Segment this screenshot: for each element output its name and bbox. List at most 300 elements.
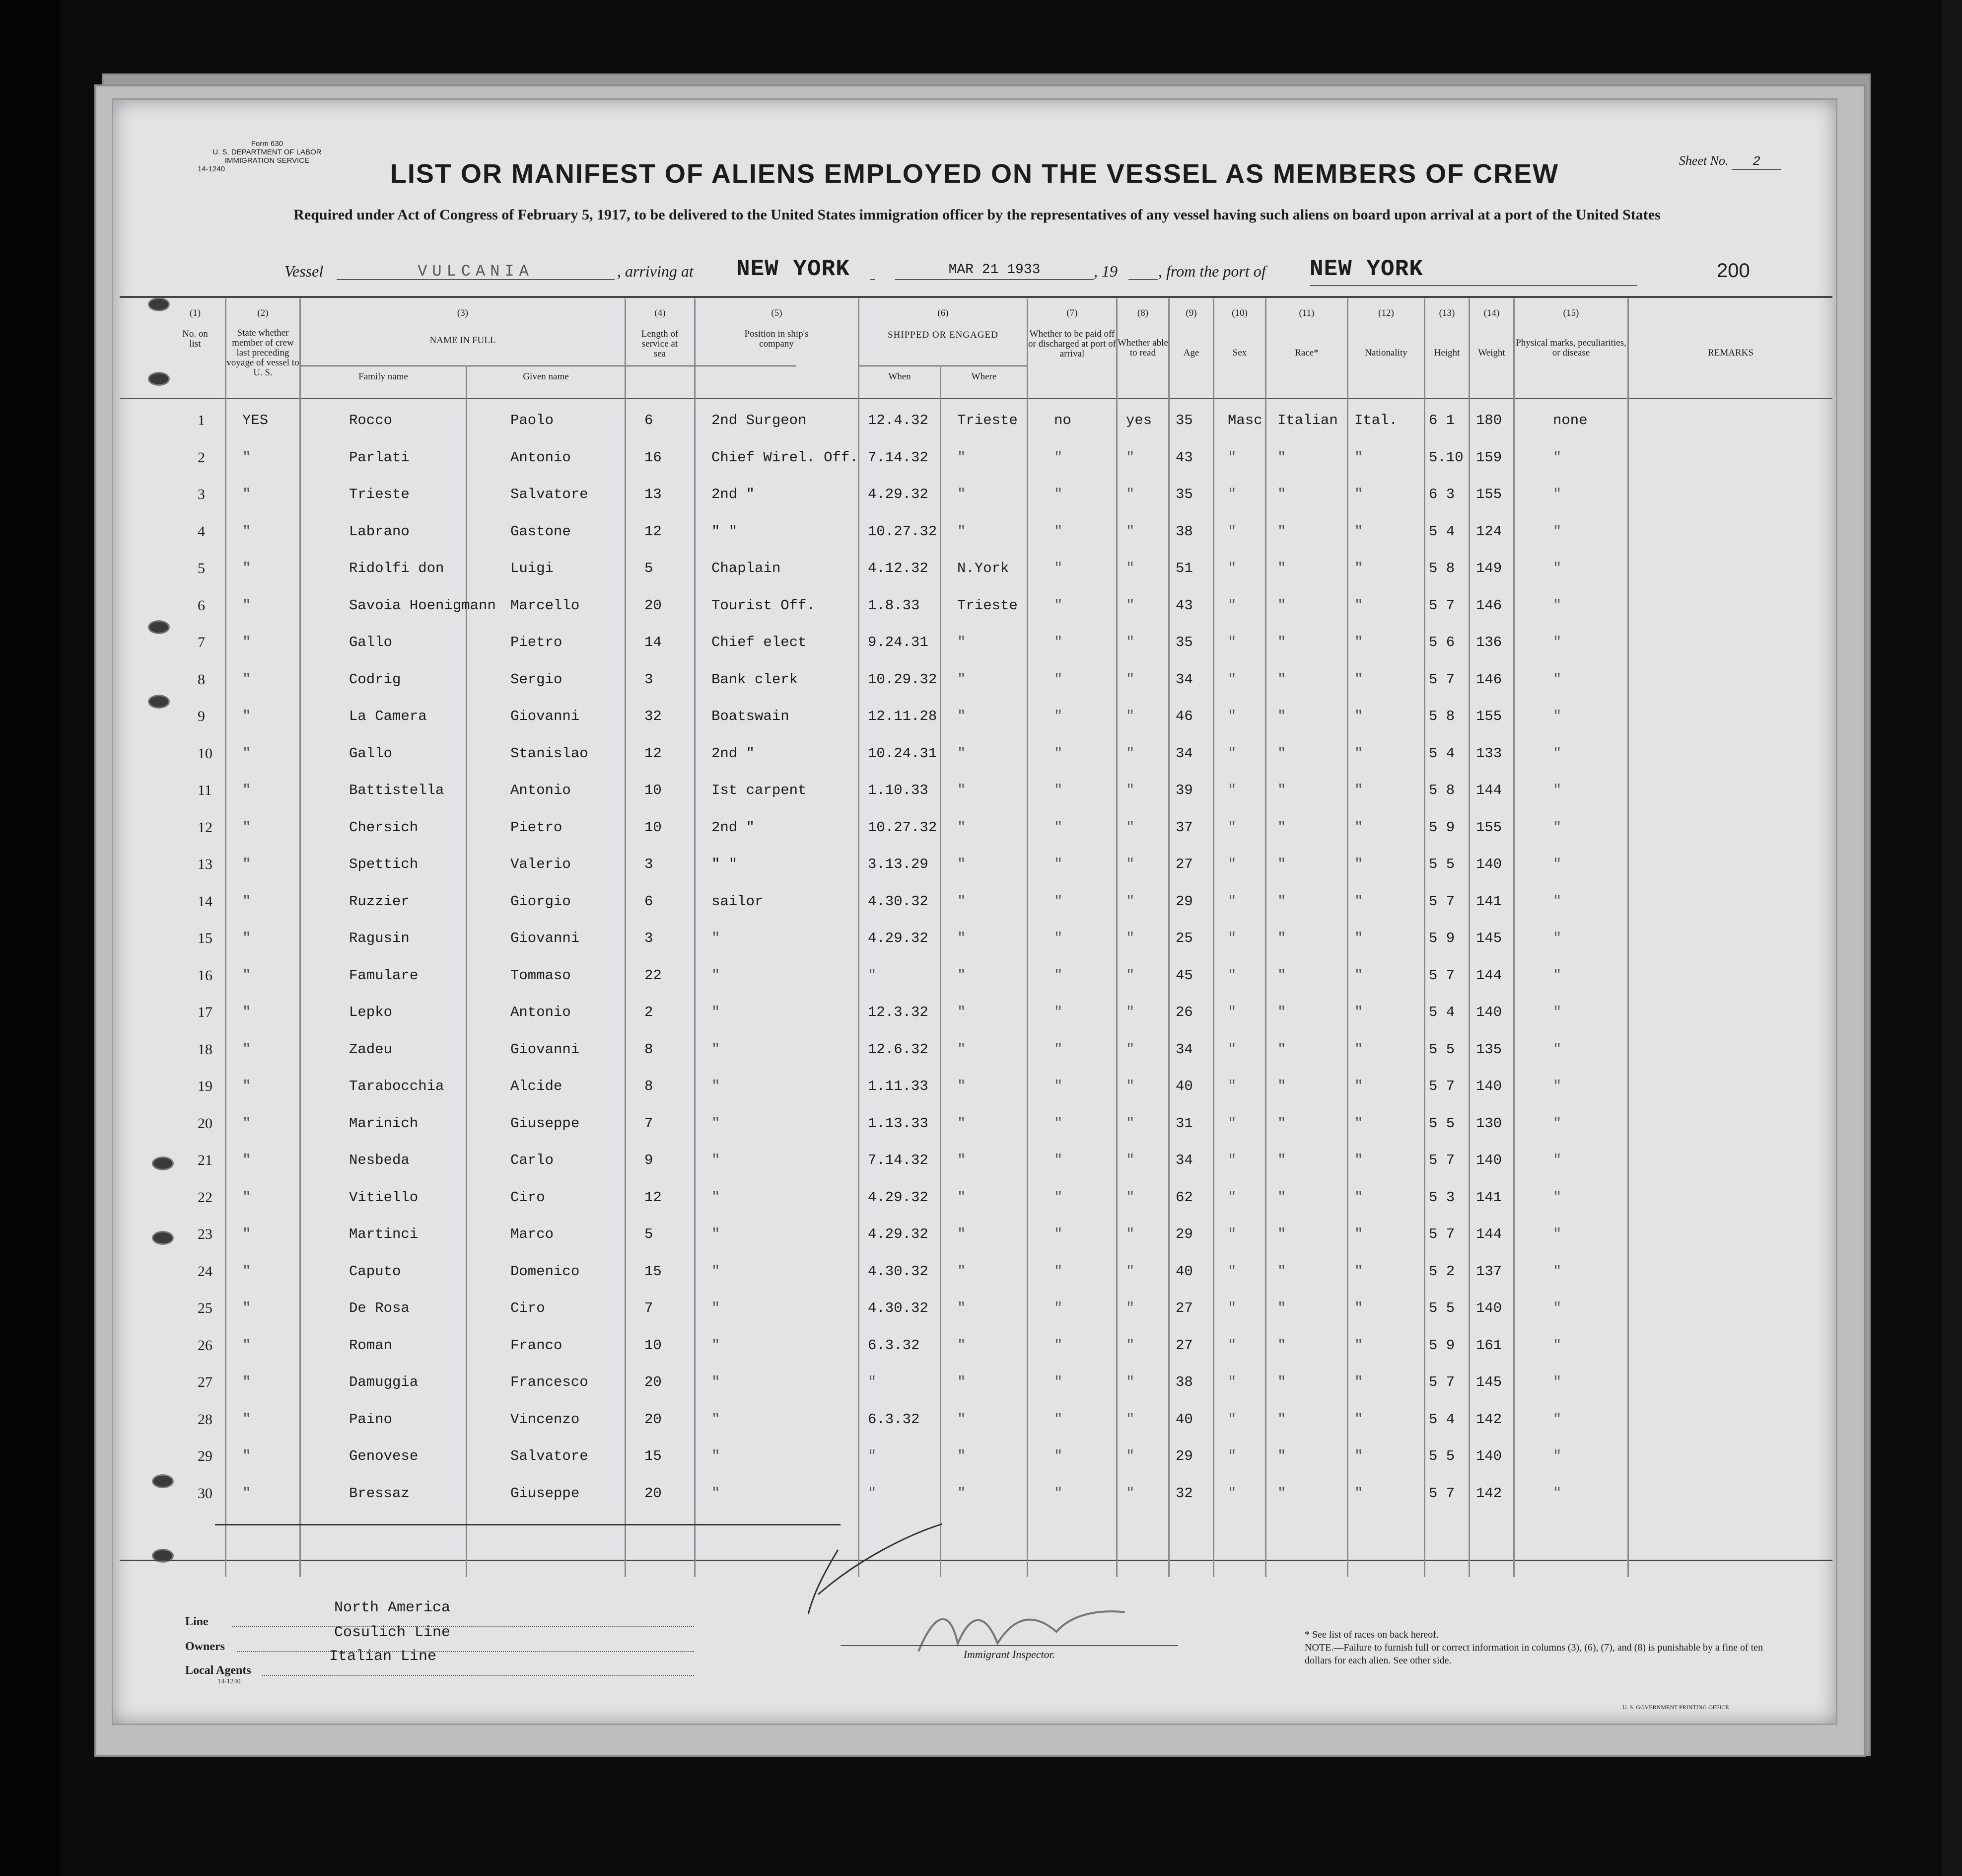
cell-age: 27	[1176, 1300, 1193, 1316]
table-row	[113, 627, 1836, 664]
cell-where: "	[957, 1226, 966, 1242]
cell-position: Bank clerk	[711, 671, 798, 688]
cell-paid: "	[1054, 1374, 1063, 1390]
cell-prev: "	[242, 1300, 251, 1316]
agents-code: 14-1240	[217, 1678, 241, 1685]
cell-marks: "	[1553, 782, 1562, 798]
cell-race: "	[1277, 893, 1286, 910]
cell-read: "	[1126, 1485, 1135, 1502]
cell-position: "	[711, 1152, 720, 1168]
cell-weight: 155	[1476, 486, 1502, 503]
cell-family: Zadeu	[349, 1041, 393, 1058]
cell-service: 10	[644, 1337, 662, 1354]
cell-prev: "	[242, 1448, 251, 1464]
cell-weight: 136	[1476, 634, 1502, 650]
cell-where: "	[957, 1337, 966, 1354]
col-label: Length of service at sea	[641, 329, 679, 359]
cell-position: " "	[711, 856, 738, 872]
cell-sex: Masc	[1228, 412, 1262, 429]
family-name-header: Family name	[358, 371, 408, 382]
cell-given: Paolo	[510, 412, 554, 429]
cell-read: "	[1126, 1226, 1135, 1242]
races-note: * See list of races on back hereof.	[1305, 1629, 1439, 1640]
cell-prev: "	[242, 1189, 251, 1206]
cell-when: 9.24.31	[868, 634, 928, 650]
cell-service: 20	[644, 597, 662, 614]
cell-race: "	[1277, 930, 1286, 946]
col-label: Race*	[1295, 348, 1319, 358]
cell-read: "	[1126, 708, 1135, 724]
cell-paid: "	[1054, 449, 1063, 466]
printer-imprint: U. S. GOVERNMENT PRINTING OFFICE	[1622, 1704, 1729, 1711]
cell-height: 5 9	[1429, 930, 1455, 946]
cell-sex: "	[1228, 1448, 1237, 1464]
cell-weight: 144	[1476, 967, 1502, 984]
cell-height: 5.10	[1429, 449, 1464, 466]
cell-marks: "	[1553, 486, 1562, 503]
col-number: (13)	[1439, 308, 1455, 318]
cell-service: 12	[644, 745, 662, 762]
cell-when: 10.29.32	[868, 671, 937, 688]
cell-paid: "	[1054, 1485, 1063, 1502]
cell-position: "	[711, 930, 720, 946]
col-number: (5)	[771, 308, 782, 318]
cell-race: "	[1277, 1263, 1286, 1280]
cell-read: "	[1126, 819, 1135, 836]
cell-given: Marcello	[510, 597, 580, 614]
cell-age: 40	[1176, 1078, 1193, 1094]
col-9-header	[1170, 308, 1213, 358]
cell-race: "	[1277, 1189, 1286, 1206]
cell-when: 4.30.32	[868, 893, 928, 910]
cell-service: 2	[644, 1004, 653, 1020]
cell-marks: none	[1553, 412, 1588, 429]
cell-marks: "	[1553, 1448, 1562, 1464]
cell-marks: "	[1553, 634, 1562, 650]
cell-age: 37	[1176, 819, 1193, 836]
cell-no: 26	[198, 1337, 212, 1354]
cell-weight: 124	[1476, 523, 1502, 540]
cell-weight: 146	[1476, 597, 1502, 614]
cell-position: "	[711, 1189, 720, 1206]
cell-read: "	[1126, 1337, 1135, 1354]
cell-weight: 140	[1476, 1004, 1502, 1020]
cell-position: "	[711, 1263, 720, 1280]
cell-prev: "	[242, 930, 251, 946]
cell-position: "	[711, 1374, 720, 1390]
cell-height: 6 1	[1429, 412, 1455, 429]
table-row	[113, 738, 1836, 775]
col-5-header	[696, 308, 858, 349]
owners-label: Owners	[185, 1640, 225, 1653]
form-number: Form 630	[251, 140, 283, 148]
cell-height: 5 4	[1429, 1411, 1455, 1428]
cell-age: 31	[1176, 1115, 1193, 1132]
department-name: U. S. DEPARTMENT OF LABOR	[212, 148, 322, 156]
cell-no: 30	[198, 1485, 212, 1502]
cell-no: 12	[198, 819, 212, 836]
col-label: Sex	[1232, 348, 1247, 358]
cell-no: 16	[198, 967, 212, 984]
cell-height: 5 2	[1429, 1263, 1455, 1280]
cell-paid: "	[1054, 1263, 1063, 1280]
cell-position: 2nd "	[711, 745, 755, 762]
cell-height: 5 7	[1429, 671, 1455, 688]
cell-height: 5 4	[1429, 1004, 1455, 1020]
cell-given: Stanislao	[510, 745, 588, 762]
cell-sex: "	[1228, 1337, 1237, 1354]
cell-height: 5 5	[1429, 856, 1455, 872]
cell-family: Chersich	[349, 819, 419, 836]
cell-nat: "	[1354, 1226, 1363, 1242]
cell-marks: "	[1553, 523, 1562, 540]
cell-family: Damuggia	[349, 1374, 419, 1390]
manifest-page	[112, 98, 1837, 1725]
cell-where: "	[957, 1041, 966, 1058]
cell-given: Giovanni	[510, 1041, 580, 1058]
cell-when: 4.29.32	[868, 486, 928, 503]
cell-prev: "	[242, 819, 251, 836]
cell-weight: 149	[1476, 560, 1502, 577]
cell-service: 22	[644, 967, 662, 984]
cell-service: 9	[644, 1152, 653, 1168]
cell-when: 12.6.32	[868, 1041, 928, 1058]
cell-age: 39	[1176, 782, 1193, 798]
cell-age: 25	[1176, 930, 1193, 946]
cell-prev: "	[242, 1226, 251, 1242]
cell-family: Codrig	[349, 671, 401, 688]
cell-paid: "	[1054, 1078, 1063, 1094]
cell-age: 43	[1176, 597, 1193, 614]
cell-prev: "	[242, 1374, 251, 1390]
cell-no: 5	[198, 560, 205, 577]
col-number: (12)	[1378, 308, 1394, 318]
arrival-date-stamp: MAR 21 1933	[895, 262, 1094, 280]
cell-nat: "	[1354, 1189, 1363, 1206]
cell-height: 5 9	[1429, 819, 1455, 836]
col-label: Whether able to read	[1118, 338, 1168, 358]
cell-weight: 159	[1476, 449, 1502, 466]
col-14-header	[1470, 308, 1513, 358]
col-7-header	[1028, 308, 1116, 359]
cell-paid: "	[1054, 560, 1063, 577]
cell-race: "	[1277, 708, 1286, 724]
cell-age: 35	[1176, 486, 1193, 503]
cell-paid: "	[1054, 671, 1063, 688]
cell-nat: "	[1354, 634, 1363, 650]
cell-no: 13	[198, 856, 212, 872]
cell-marks: "	[1553, 560, 1562, 577]
cell-prev: "	[242, 1485, 251, 1502]
cell-paid: "	[1054, 1152, 1063, 1168]
cell-position: "	[711, 1448, 720, 1464]
cell-nat: "	[1354, 671, 1363, 688]
manifest-title: LIST OR MANIFEST OF ALIENS EMPLOYED ON THE VESSEL AS MEMBERS OF CREW	[390, 159, 1559, 189]
cell-prev: "	[242, 1041, 251, 1058]
col-label: Height	[1434, 348, 1460, 358]
col-number: (4)	[654, 308, 666, 318]
cell-age: 27	[1176, 1337, 1193, 1354]
cell-height: 5 5	[1429, 1300, 1455, 1316]
cell-weight: 137	[1476, 1263, 1502, 1280]
cell-where: "	[957, 486, 966, 503]
cell-nat: "	[1354, 819, 1363, 836]
form-code: 14-1240	[198, 165, 225, 173]
table-row	[113, 1330, 1836, 1367]
cell-family: Spettich	[349, 856, 419, 872]
table-row	[113, 1293, 1836, 1330]
cell-family: Parlati	[349, 449, 410, 466]
agents-rule	[262, 1674, 694, 1676]
col-8-header	[1118, 308, 1168, 358]
table-row	[113, 1441, 1836, 1478]
cell-height: 5 7	[1429, 1374, 1455, 1390]
cell-service: 20	[644, 1411, 662, 1428]
cell-when: 1.13.33	[868, 1115, 928, 1132]
cell-family: Vitiello	[349, 1189, 419, 1206]
cell-sex: "	[1228, 893, 1237, 910]
cell-marks: "	[1553, 449, 1562, 466]
cell-read: "	[1126, 1189, 1135, 1206]
cell-when: 4.29.32	[868, 1189, 928, 1206]
cell-service: 6	[644, 893, 653, 910]
cell-family: Gallo	[349, 745, 393, 762]
cell-where: "	[957, 708, 966, 724]
col-label: Age	[1183, 348, 1199, 358]
cell-where: "	[957, 1078, 966, 1094]
cell-read: "	[1126, 1263, 1135, 1280]
cell-race: "	[1277, 634, 1286, 650]
cell-position: "	[711, 967, 720, 984]
cell-paid: "	[1054, 1041, 1063, 1058]
table-row	[113, 1071, 1836, 1108]
cell-given: Franco	[510, 1337, 562, 1354]
cell-family: Battistella	[349, 782, 444, 798]
cell-race: "	[1277, 1152, 1286, 1168]
vessel-line	[284, 256, 1754, 286]
cell-position: Chief Wirel. Off.	[711, 449, 858, 466]
cell-race: "	[1277, 1448, 1286, 1464]
cell-nat: "	[1354, 597, 1363, 614]
cell-where: "	[957, 856, 966, 872]
cell-age: 29	[1176, 1448, 1193, 1464]
cell-marks: "	[1553, 745, 1562, 762]
cell-when: 4.30.32	[868, 1300, 928, 1316]
cell-sex: "	[1228, 671, 1237, 688]
cell-race: "	[1277, 1485, 1286, 1502]
cell-prev: "	[242, 1078, 251, 1094]
cell-when: 10.27.32	[868, 523, 937, 540]
cell-read: "	[1126, 893, 1135, 910]
cell-sex: "	[1228, 1411, 1237, 1428]
cell-age: 27	[1176, 856, 1193, 872]
cell-prev: "	[242, 893, 251, 910]
vessel-label: Vessel	[284, 262, 324, 280]
cell-service: 10	[644, 819, 662, 836]
cell-sex: "	[1228, 634, 1237, 650]
line-label: Line	[185, 1615, 209, 1628]
cell-given: Carlo	[510, 1152, 554, 1168]
cell-nat: "	[1354, 1300, 1363, 1316]
from-port-label: , from the port of	[1158, 262, 1266, 280]
cell-paid: "	[1054, 1189, 1063, 1206]
col-number: (7)	[1066, 308, 1078, 318]
col-number: (15)	[1563, 308, 1579, 318]
cell-age: 62	[1176, 1189, 1193, 1206]
cell-when: 7.14.32	[868, 1152, 928, 1168]
cell-height: 5 3	[1429, 1189, 1455, 1206]
cell-no: 6	[198, 597, 205, 614]
cell-given: Pietro	[510, 819, 562, 836]
cell-race: "	[1277, 671, 1286, 688]
cell-no: 20	[198, 1115, 212, 1132]
cell-nat: "	[1354, 1374, 1363, 1390]
table-row	[113, 1404, 1836, 1441]
cell-when: 3.13.29	[868, 856, 928, 872]
table-row	[113, 1478, 1836, 1515]
cell-weight: 140	[1476, 856, 1502, 872]
cell-service: 16	[644, 449, 662, 466]
cell-position: Tourist Off.	[711, 597, 815, 614]
cell-paid: "	[1054, 1411, 1063, 1428]
cell-service: 8	[644, 1078, 653, 1094]
cell-when: 10.27.32	[868, 819, 937, 836]
arriving-underline	[870, 262, 875, 280]
cell-given: Salvatore	[510, 486, 588, 503]
cell-height: 5 5	[1429, 1115, 1455, 1132]
cell-marks: "	[1553, 1374, 1562, 1390]
cell-weight: 140	[1476, 1300, 1502, 1316]
cell-marks: "	[1553, 856, 1562, 872]
cell-prev: "	[242, 1337, 251, 1354]
cell-race: "	[1277, 1374, 1286, 1390]
cell-prev: YES	[242, 412, 269, 429]
cell-marks: "	[1553, 893, 1562, 910]
cell-service: 12	[644, 1189, 662, 1206]
cell-family: Famulare	[349, 967, 419, 984]
cell-race: "	[1277, 856, 1286, 872]
cell-when: 7.14.32	[868, 449, 928, 466]
cell-no: 11	[198, 782, 212, 798]
cell-paid: no	[1054, 412, 1071, 429]
table-row	[113, 812, 1836, 849]
cell-paid: "	[1054, 523, 1063, 540]
cell-race: "	[1277, 560, 1286, 577]
col-number: (9)	[1186, 308, 1197, 318]
owners-value: Cosulich Line	[334, 1624, 451, 1641]
cell-height: 5 7	[1429, 1152, 1455, 1168]
cell-race: "	[1277, 1226, 1286, 1242]
cell-weight: 146	[1476, 671, 1502, 688]
cell-read: "	[1126, 1300, 1135, 1316]
line-value: North America	[334, 1599, 451, 1616]
cell-age: 34	[1176, 1152, 1193, 1168]
cell-weight: 161	[1476, 1337, 1502, 1354]
cell-race: "	[1277, 1004, 1286, 1020]
cell-read: "	[1126, 486, 1135, 503]
cell-read: "	[1126, 782, 1135, 798]
cell-family: Marinich	[349, 1115, 419, 1132]
list-closing-rule	[215, 1524, 841, 1525]
cell-marks: "	[1553, 1337, 1562, 1354]
cell-sex: "	[1228, 486, 1237, 503]
scan-border-left	[0, 0, 60, 1876]
cell-height: 5 7	[1429, 597, 1455, 614]
cell-age: 43	[1176, 449, 1193, 466]
col-label: Weight	[1478, 348, 1505, 358]
cell-sex: "	[1228, 1226, 1237, 1242]
cell-sex: "	[1228, 1152, 1237, 1168]
cell-height: 5 8	[1429, 560, 1455, 577]
footer-notes	[1305, 1628, 1781, 1667]
col-number: (11)	[1299, 308, 1315, 318]
cell-service: 32	[644, 708, 662, 724]
cell-weight: 145	[1476, 930, 1502, 946]
table-row	[113, 516, 1836, 553]
cell-age: 32	[1176, 1485, 1193, 1502]
cell-sex: "	[1228, 1115, 1237, 1132]
cell-where: "	[957, 782, 966, 798]
cell-no: 27	[198, 1374, 212, 1390]
table-row	[113, 664, 1836, 701]
cell-race: "	[1277, 597, 1286, 614]
cell-family: Paino	[349, 1411, 393, 1428]
cell-marks: "	[1553, 708, 1562, 724]
cell-service: 3	[644, 671, 653, 688]
cell-marks: "	[1553, 967, 1562, 984]
cell-paid: "	[1054, 1226, 1063, 1242]
agents-value: Italian Line	[329, 1648, 437, 1665]
from-port-stamp: NEW YORK	[1310, 256, 1637, 286]
cell-weight: 142	[1476, 1411, 1502, 1428]
cell-paid: "	[1054, 1337, 1063, 1354]
cell-where: "	[957, 1263, 966, 1280]
cell-read: "	[1126, 597, 1135, 614]
cell-where: "	[957, 893, 966, 910]
cell-height: 5 5	[1429, 1448, 1455, 1464]
cell-where: "	[957, 1189, 966, 1206]
cell-weight: 155	[1476, 819, 1502, 836]
cell-nat: Ital.	[1354, 412, 1398, 429]
cell-weight: 141	[1476, 1189, 1502, 1206]
cell-no: 2	[198, 449, 205, 466]
cell-prev: "	[242, 856, 251, 872]
cell-where: "	[957, 523, 966, 540]
cell-marks: "	[1553, 597, 1562, 614]
col-number: (6)	[937, 308, 949, 318]
cell-weight: 140	[1476, 1152, 1502, 1168]
table-row	[113, 997, 1836, 1034]
cell-where: "	[957, 1115, 966, 1132]
cell-weight: 130	[1476, 1115, 1502, 1132]
cell-nat: "	[1354, 782, 1363, 798]
cell-given: Salvatore	[510, 1448, 588, 1464]
cell-paid: "	[1054, 486, 1063, 503]
cell-given: Giuseppe	[510, 1485, 580, 1502]
cell-nat: "	[1354, 708, 1363, 724]
cell-family: Savoia Hoenigmann	[349, 597, 496, 614]
cell-sex: "	[1228, 560, 1237, 577]
table-row	[113, 479, 1836, 516]
cell-weight: 144	[1476, 1226, 1502, 1242]
cell-position: "	[711, 1041, 720, 1058]
cell-age: 40	[1176, 1411, 1193, 1428]
cell-marks: "	[1553, 1152, 1562, 1168]
cell-family: Roman	[349, 1337, 393, 1354]
cell-race: "	[1277, 486, 1286, 503]
cell-paid: "	[1054, 856, 1063, 872]
cell-nat: "	[1354, 1078, 1363, 1094]
